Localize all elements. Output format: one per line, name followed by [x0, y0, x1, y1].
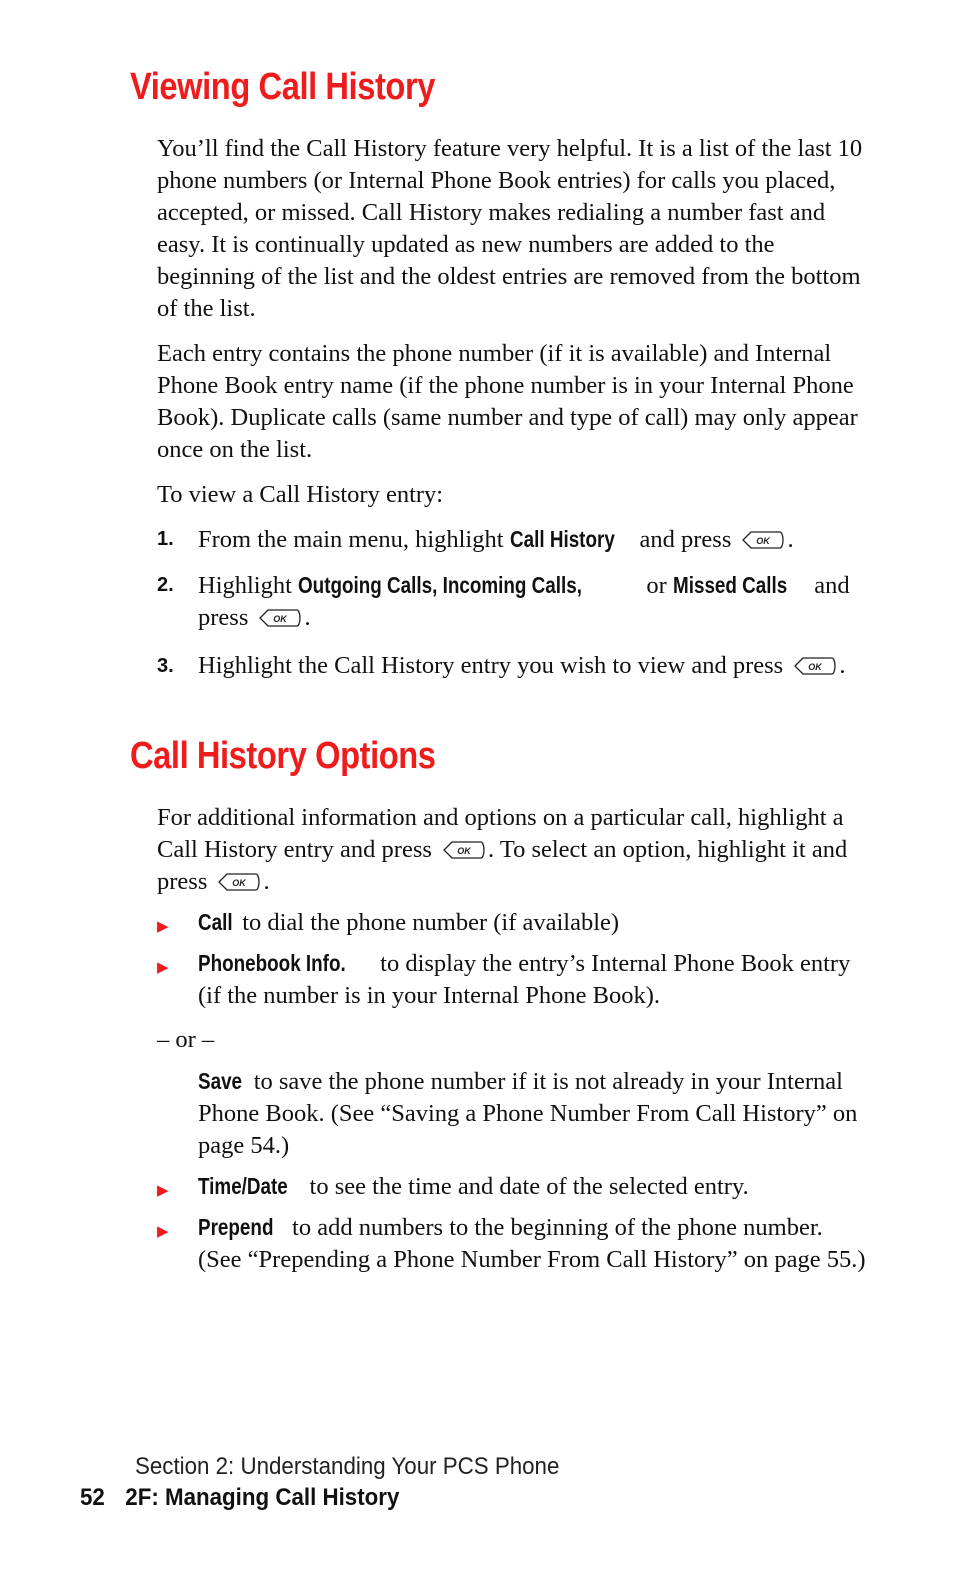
svg-text:OK: OK: [273, 613, 288, 624]
ok-key-icon: [740, 530, 784, 550]
step-number: 2.: [157, 574, 174, 596]
page-number: 52: [80, 1484, 105, 1511]
intro-text: For additional information and options on a particular call, highlight a Call History entry and press: [157, 804, 844, 863]
bullet-arrow-icon: ▶: [157, 1222, 169, 1240]
step-1: [157, 523, 869, 556]
ok-key-icon: [216, 872, 260, 892]
step-text: From the main menu, highlight: [198, 526, 510, 553]
option-text: to display the entry’s Internal Phone Book entry (if the number is in your Internal Phone Book).: [198, 950, 851, 1009]
option-time-date: [157, 1170, 869, 1203]
option-text: to add numbers to the beginning of the phone number. (See “Prepending a Phone Number From Call History” on page 55.): [198, 1214, 866, 1273]
footer-section-label: Section 2: Understanding Your PCS Phone: [135, 1453, 560, 1480]
step-text: and press: [633, 526, 738, 553]
menu-term: Outgoing Calls, Incoming Calls,: [298, 572, 583, 598]
option-phonebook-info: [157, 947, 869, 1012]
option-text: to dial the phone number (if available): [236, 909, 620, 936]
option-term: Prepend: [198, 1214, 274, 1240]
svg-text:OK: OK: [232, 877, 247, 888]
step-2: [157, 569, 869, 634]
step-text: Highlight the Call History entry you wish to view and press: [198, 652, 790, 679]
option-text: to save the phone number if it is not already in your Internal Phone Book. (See “Saving a Phone Number From Call History” on page 54.): [198, 1068, 858, 1159]
intro-paragraph: You’ll find the Call History feature very helpful. It is a list of the last 10 phone numbers (or Internal Phone Book entries) for calls you placed, accepted, or missed. Call History makes redialing a number fast and easy. It is continually updated as new numbers are added to the beginning of the list and the oldest entries are removed from the bottom of the list.: [157, 135, 863, 322]
option-term: Time/Date: [198, 1173, 288, 1199]
or-separator: – or –: [157, 1026, 215, 1053]
option-save: [157, 1065, 869, 1162]
intro-text: .: [263, 868, 270, 895]
option-text: to see the time and date of the selected entry.: [303, 1173, 749, 1200]
bullet-arrow-icon: ▶: [157, 917, 169, 935]
step-text: .: [787, 526, 794, 553]
footer-chapter-line: [80, 1484, 399, 1512]
svg-text:OK: OK: [457, 845, 471, 856]
chapter-title: 2F: Managing Call History: [125, 1484, 400, 1511]
option-prepend: [157, 1211, 869, 1276]
bullet-arrow-icon: ▶: [157, 1181, 169, 1199]
bullet-arrow-icon: ▶: [157, 958, 169, 976]
options-intro: [157, 802, 869, 898]
svg-text:OK: OK: [756, 535, 771, 546]
entry-paragraph: Each entry contains the phone number (if it is available) and Internal Phone Book entry name (if the phone number is in your Internal Phone Book). Duplicate calls (same number and type of call) may only appear once on the list.: [157, 340, 858, 463]
option-call: [157, 906, 869, 939]
step-number: 3.: [157, 655, 174, 677]
option-term: Save: [198, 1068, 243, 1094]
step-text: .: [304, 604, 311, 631]
option-term: Phonebook Info.: [198, 950, 346, 976]
intro-text: . To select an option, highlight it and press: [157, 836, 848, 895]
menu-term: Call History: [509, 526, 615, 552]
section-title-call-history-options: Call History Options: [130, 735, 436, 777]
step-text: Highlight: [198, 572, 299, 599]
ok-key-icon: [792, 656, 836, 676]
section-title-viewing-call-history: Viewing Call History: [130, 66, 435, 108]
step-text: .: [839, 652, 846, 679]
ok-key-icon: [441, 840, 485, 860]
instruction-lead: To view a Call History entry:: [157, 481, 444, 508]
option-term: Call: [198, 909, 233, 935]
step-text: and press: [198, 572, 850, 631]
ok-key-icon: [257, 608, 301, 628]
step-3: [157, 650, 869, 682]
step-number: 1.: [157, 528, 174, 550]
svg-text:OK: OK: [808, 661, 823, 672]
menu-term: Missed Calls: [672, 572, 788, 598]
step-text: or: [640, 572, 673, 599]
